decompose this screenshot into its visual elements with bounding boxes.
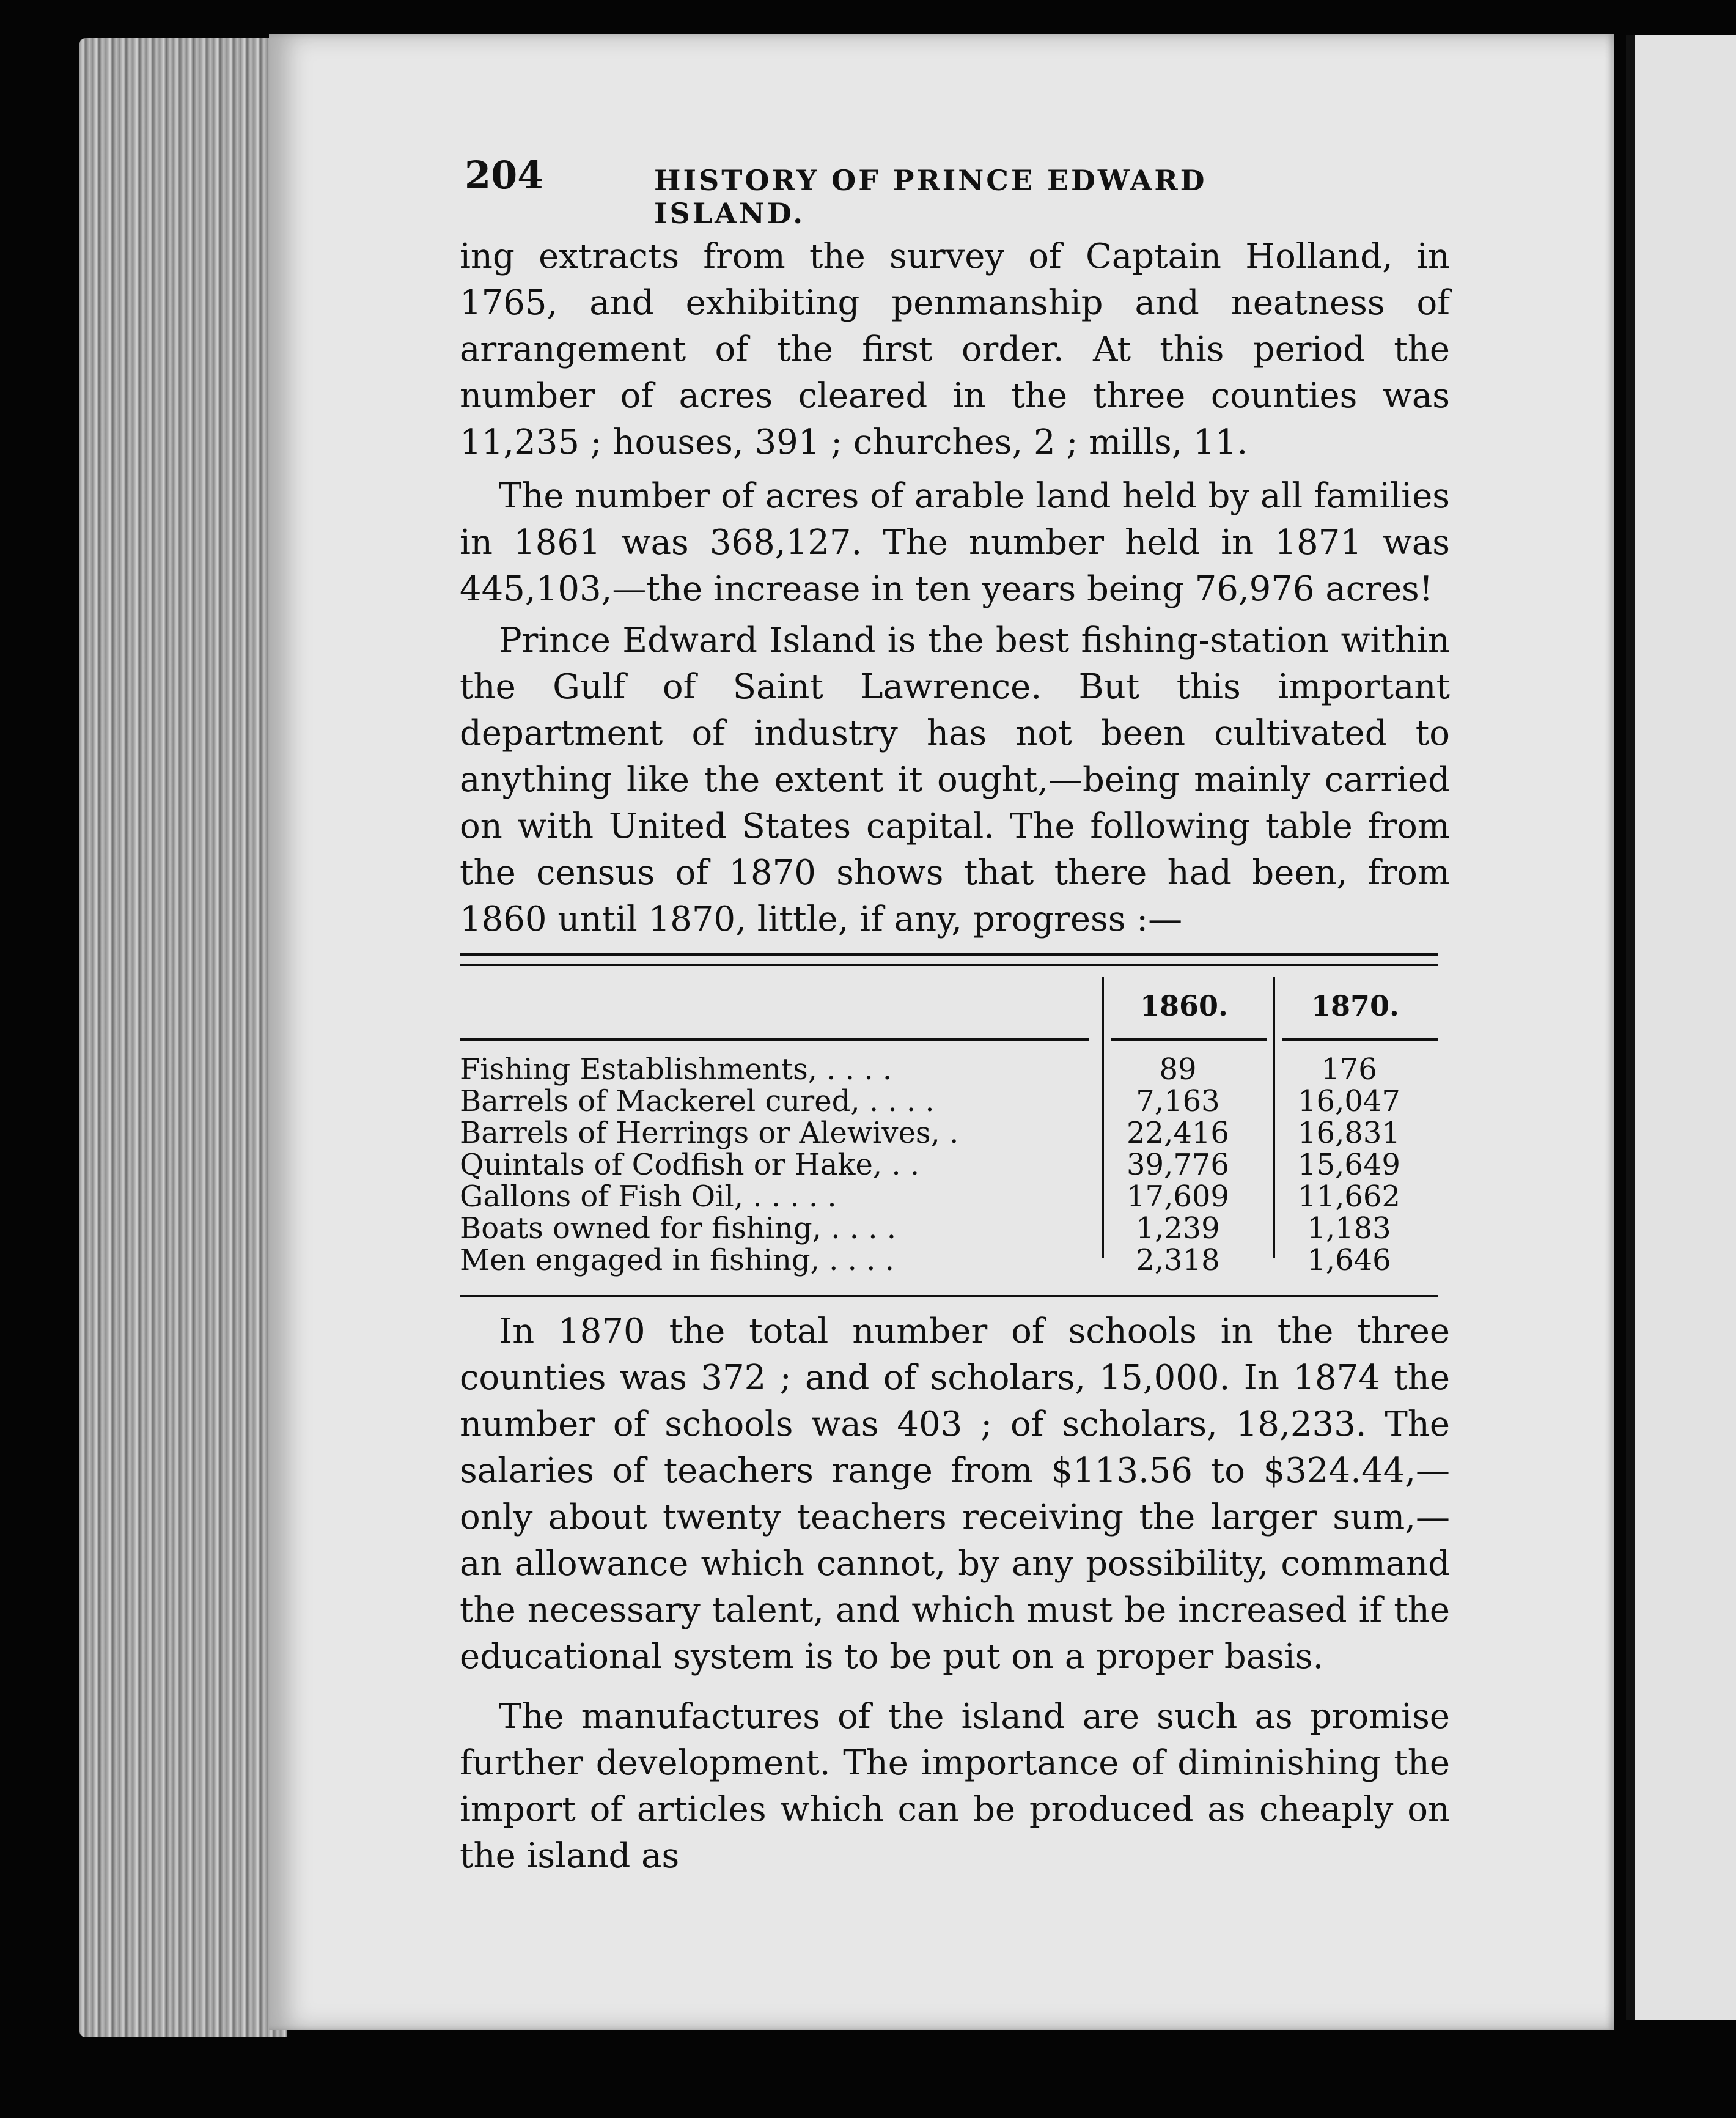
row-value-1870: 176 [1321,1052,1377,1087]
paragraph-5-text: The manufactures of the island are such as promise further development. The importance of diminishing the import of articles which can be produced as cheaply on the island as [460,1697,1450,1876]
table-row [460,1117,1438,1149]
row-value-1860: 2,318 [1136,1243,1220,1277]
paragraph-2 [460,473,1450,613]
table-row [460,1244,1438,1276]
row-label: Barrels of Mackerel cured, . . . . [460,1084,935,1118]
table-row [460,1149,1438,1181]
row-value-1870: 11,662 [1298,1179,1400,1214]
table-header-rule [460,1038,1089,1041]
running-head [465,153,1284,230]
table-header-1860: 1860. [1139,989,1229,1022]
row-value-1870: 16,831 [1298,1116,1400,1150]
table-row [460,1212,1438,1244]
table-row [460,1181,1438,1212]
page-edges [79,38,287,2037]
fisheries-table [460,953,1438,1307]
row-label: Gallons of Fish Oil, . . . . . [460,1179,837,1214]
row-value-1860: 89 [1159,1052,1197,1087]
table-bottom-rule [460,1295,1438,1297]
table-header-rule [1282,1038,1438,1041]
row-label: Quintals of Codfish or Hake, . . [460,1148,920,1182]
row-value-1860: 22,416 [1127,1116,1229,1150]
row-label: Boats owned for fishing, . . . . [460,1211,896,1245]
running-title: HISTORY OF PRINCE EDWARD ISLAND. [654,164,1207,230]
table-header-rule [1111,1038,1267,1041]
row-value-1870: 15,649 [1298,1148,1400,1182]
table-row [460,1053,1438,1085]
paragraph-3 [460,618,1450,943]
facing-page-edge [1626,35,1736,2020]
table-top-rule [460,953,1438,966]
paragraph-4-text: In 1870 the total number of schools in the three counties was 372 ; and of scholars, 15,000. In 1874 the number of schools was 403 ; of scholars, 18,233. The salaries of teachers range from $113.56 to $324.44,—only about twenty teachers receiving the larger sum,—an allowance which cannot, by any possibility, command the necessary talent, and which must be increased if the educational system is to be put on a proper basis. [460,1312,1450,1677]
row-value-1870: 1,183 [1307,1211,1391,1245]
row-value-1860: 1,239 [1136,1211,1220,1245]
page-number: 204 [465,153,544,197]
table-header-1870: 1870. [1311,989,1400,1022]
row-label: Men engaged in fishing, . . . . [460,1243,894,1277]
paragraph-2-text: The number of acres of arable land held by all families in 1861 was 368,127. The number held in 1871 was 445,103,—the increase in ten years being 76,976 acres! [460,476,1450,609]
row-value-1860: 39,776 [1127,1148,1229,1182]
paragraph-1 [460,234,1450,466]
row-value-1860: 7,163 [1136,1084,1220,1118]
row-label: Barrels of Herrings or Alewives, . [460,1116,959,1150]
table-row [460,1085,1438,1117]
paragraph-5 [460,1694,1450,1880]
paragraph-1-text: ing extracts from the survey of Captain Holland, in 1765, and exhibiting penmanship and neatness of arrangement of the first order. At this period the number of acres cleared in the three counties was 11,235 ; houses, 391 ; churches, 2 ; mills, 11. [460,237,1450,462]
row-label: Fishing Establishments, . . . . [460,1052,892,1087]
row-value-1870: 16,047 [1298,1084,1400,1118]
paragraph-4 [460,1308,1450,1680]
row-value-1870: 1,646 [1307,1243,1391,1277]
row-value-1860: 17,609 [1127,1179,1229,1214]
paragraph-3-text: Prince Edward Island is the best fishing-station within the Gulf of Saint Lawrence. But this important department of industry has not been cultivated to anything like the extent it ought,—being mainly carried on with United States capital. The following table from the census of 1870 shows that there had been, from 1860 until 1870, little, if any, progress :— [460,621,1450,939]
